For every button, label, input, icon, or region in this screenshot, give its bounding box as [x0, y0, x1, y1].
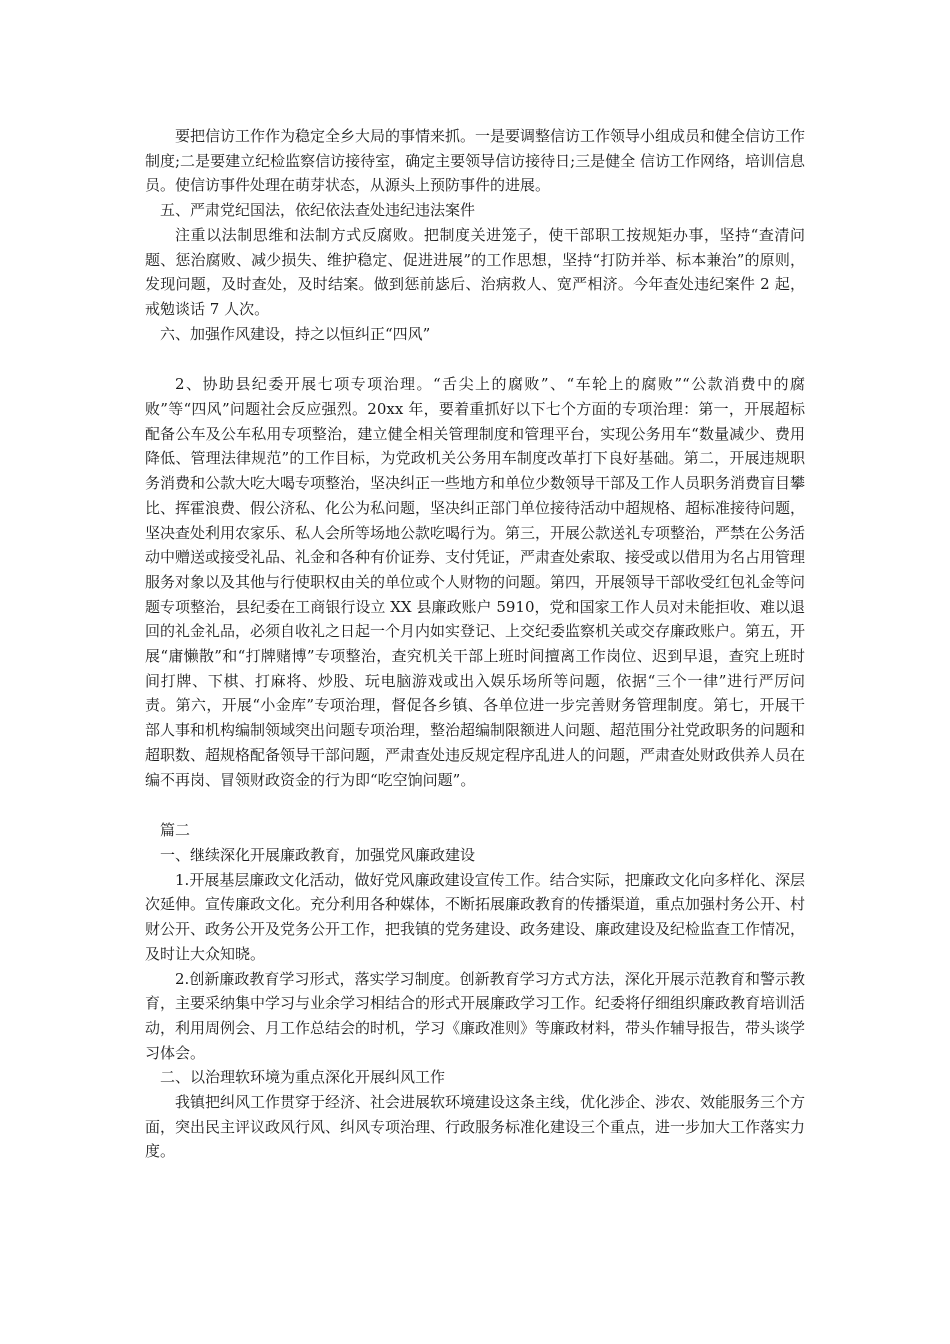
section-heading-5: 五、严肃党纪国法，依纪依法查处违纪违法案件 — [160, 201, 476, 220]
section-heading-6: 六、加强作风建设，持之以恒纠正“四风” — [160, 324, 431, 343]
blank-line — [145, 792, 805, 818]
section-heading-1: 一、继续深化开展廉政教育，加强党风廉政建设 — [160, 845, 476, 864]
paragraph-petition-work: 要把信访工作作为稳定全乡大局的事情来抓。一是要调整信访工作领导小组成员和健全信访工作制度;二是要建立纪检监察信访接待室，确定主要领导信访接待日;三是健全 信访工作网络，培训信息员。使信访事件处理在萌芽状态，从源头上预防事件的进展。 — [145, 127, 806, 195]
paragraph-study-forms: 2.创新廉政教育学习形式，落实学习制度。创新教育学习方式方法，深化开展示范教育和警示教育，主要采纳集中学习与业余学习相结合的形式开展廉政学习工作。纪委将仔细组织廉政教育培训活动，利用周例会、月工作总结会的时机，学习《廉政准则》等廉政材料，带头作辅导报告，带头谈学习体会。 — [145, 969, 806, 1062]
paragraph-integrity-culture: 1.开展基层廉政文化活动，做好党风廉政建设宣传工作。结合实际，把廉政文化向多样化、深层次延伸。宣传廉政文化。充分利用各种媒体，不断拓展廉政教育的传播渠道，重点加强村务公开、村财公开、政务公开及党务公开工作，把我镇的党务建设、政务建设、廉政建设及纪检监查工作情况，及时让大众知晓。 — [145, 870, 806, 963]
paragraph-style-correction: 我镇把纠风工作贯穿于经济、社会进展软环境建设这条主线，优化涉企、涉农、效能服务三个方面，突出民主评议政风行风、纠风专项治理、行政服务标准化建设三个重点，进一步加大工作落实力度。 — [145, 1093, 806, 1161]
paragraph-special-governance: 2、协助县纪委开展七项专项治理。“舌尖上的腐败”、“车轮上的腐败”“公款消费中的腐败”等“四风”问题社会反应强烈。20xx 年，要着重抓好以下七个方面的专项治理：第一，开展超标配备公车及公车私用专项整治，建立健全相关管理制度和管理平台，实现公务用车“数量减少、费用降低、管理法律规范”的工作目标，为党政机关公务用车制度改革打下良好基础。第二，开展违规职务消费和公款大吃大喝专项整治，坚决纠正一些地方和单位少数领导干部及工作人员职务消费盲目攀比、挥霍浪费、假公济私、化公为私问题，坚决纠正部门单位接待活动中超规格、超标准接待问题，坚决查处利用农家乐、私人会所等场地公款吃喝行为。第三，开展公款送礼专项整治，严禁在公务活动中赠送或接受礼品、礼金和各种有价证券、支付凭证，严肃查处索取、接受或以借用为名占用管理服务对象以及其他与行使职权由关的单位或个人财物的问题。第四，开展领导干部收受红包礼金等问题专项整治，县纪委在工商银行设立 XX 县廉政账户 5910，党和国家工作人员对未能拒收、难以退回的礼金礼品，必须自收礼之日起一个月内如实登记、上交纪委监察机关或交存廉政账户。第五，开展“庸懒散”和“打牌赌博”专项整治，查究机关干部上班时间擅离工作岗位、迟到早退，查究上班时间打牌、下棋、打麻将、炒股、玩电脑游戏或出入娱乐场所等问题，依据“三个一律”进行严厉问责。第六，开展“小金库”专项治理，督促各乡镇、各单位进一步完善财务管理制度。第七，开展干部人事和机构编制领域突出问题专项治理，整治超编制限额进人问题、超范围分社党政职务的问题和超职数、超规格配备领导干部问题，严肃查处违反规定程序乱进人的问题，严肃查处财政供养人员在编不再岗、冒领财政资金的行为即“吃空饷问题”。 — [145, 375, 806, 789]
section-heading-2: 二、以治理软环境为重点深化开展纠风工作 — [160, 1068, 446, 1087]
paragraph-rule-of-law: 注重以法制思维和法制方式反腐败。把制度关进笼子，使干部职工按规矩办事，坚持“查清问题、惩治腐败、减少损失、维护稳定、促进进展”的工作思想，坚持“打防并举、标本兼治”的原则，发现问题，及时查处，及时结案。做到惩前毖后、治病救人、宽严相济。今年查处违纪案件 2 起，戒勉谈话 7 人次。 — [145, 225, 805, 318]
blank-line — [145, 346, 805, 372]
part-two-title: 篇二 — [160, 821, 191, 840]
document-page — [145, 124, 805, 1164]
